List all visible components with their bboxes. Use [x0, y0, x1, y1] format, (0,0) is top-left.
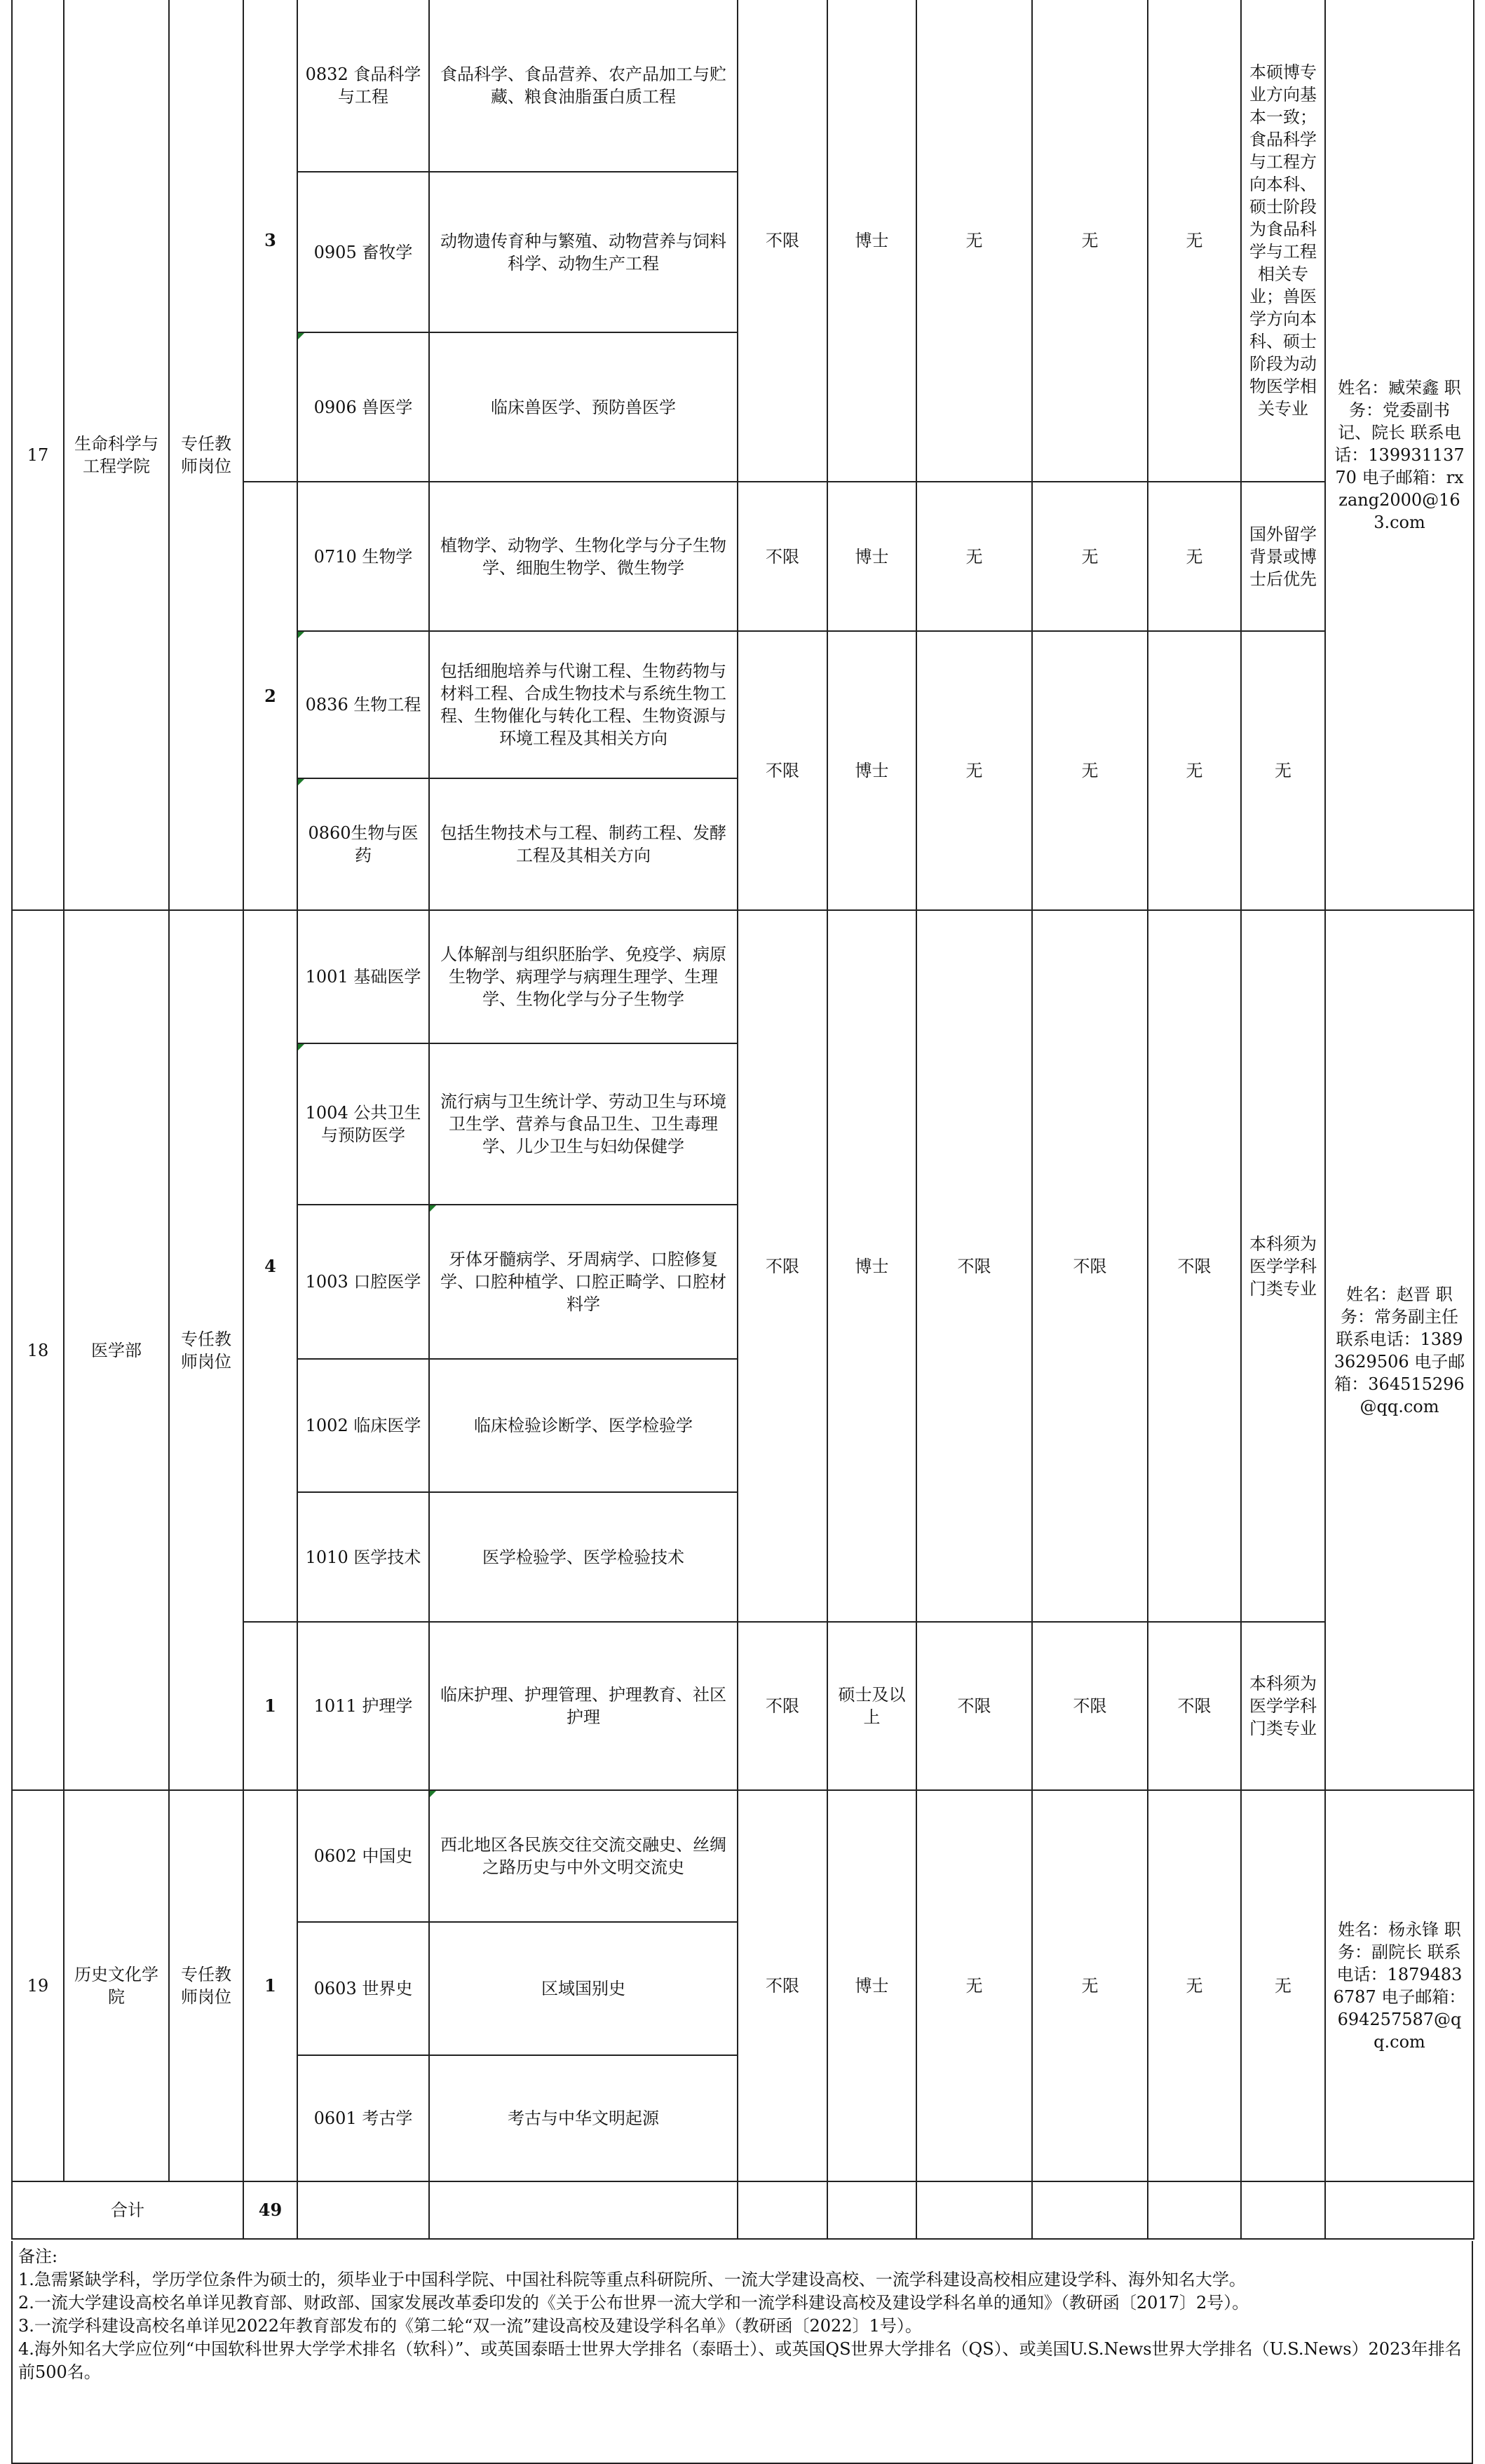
- empty-cell: [827, 2181, 916, 2239]
- major-code-cell: 0710 生物学: [297, 482, 429, 631]
- condition-cell: 无: [1032, 631, 1148, 910]
- count-cell: 1: [243, 1790, 297, 2181]
- major-direction-cell: 临床兽医学、预防兽医学: [429, 332, 738, 482]
- major-code-cell: 0905 畜牧学: [297, 172, 429, 332]
- degree-requirement-cell: 不限: [738, 482, 827, 631]
- remark-cell: 国外留学背景或博士后优先: [1241, 482, 1325, 631]
- seq-cell: 19: [12, 1790, 64, 2181]
- college-cell: 历史文化学院: [64, 1790, 169, 2181]
- total-row: [12, 2181, 1474, 2239]
- major-direction-cell: 包括细胞培养与代谢工程、生物药物与材料工程、合成生物技术与系统生物工程、生物催化与转化工程、生物资源与环境工程及其相关方向: [429, 631, 738, 778]
- major-direction-cell: 人体解剖与组织胚胎学、免疫学、病原生物学、病理学与病理生理学、生理学、生物化学与分子生物学: [429, 910, 738, 1043]
- post-cell: 专任教师岗位: [169, 910, 243, 1790]
- major-direction-cell: 临床检验诊断学、医学检验学: [429, 1359, 738, 1492]
- condition-cell: 无: [916, 631, 1032, 910]
- major-direction-cell: 临床护理、护理管理、护理教育、社区护理: [429, 1622, 738, 1790]
- note-item: 2.一流大学建设高校名单详见教育部、财政部、国家发展改革委印发的《关于公布世界一流大学和一流学科建设高校及建设学科名单的通知》（教研函〔2017〕2号）。: [18, 2293, 1249, 2313]
- recruitment-table: [11, 0, 1474, 2240]
- major-direction-cell: 食品科学、食品营养、农产品加工与贮藏、粮食油脂蛋白质工程: [429, 0, 738, 172]
- major-code-cell: 0603 世界史: [297, 1922, 429, 2055]
- major-direction-cell: 区域国别史: [429, 1922, 738, 2055]
- remark-cell: 无: [1241, 631, 1325, 910]
- major-code-cell: 0601 考古学: [297, 2055, 429, 2181]
- count-cell: 4: [243, 910, 297, 1622]
- contact-cell: 姓名：杨永锋 职务：副院长 联系电话：18794836787 电子邮箱：694257587@qq.com: [1325, 1790, 1474, 2181]
- condition-cell: 不限: [1148, 1622, 1241, 1790]
- education-cell: 博士: [827, 1790, 916, 2181]
- condition-cell: 无: [916, 482, 1032, 631]
- total-count: 49: [243, 2181, 297, 2239]
- seq-cell: 17: [12, 0, 64, 910]
- contact-cell: 姓名：臧荣鑫 职务：党委副书记、院长 联系电话：13993113770 电子邮箱：rxzang2000@163.com: [1325, 0, 1474, 910]
- degree-requirement-cell: 不限: [738, 631, 827, 910]
- empty-cell: [738, 2181, 827, 2239]
- education-cell: 硕士及以上: [827, 1622, 916, 1790]
- major-direction-cell: 医学检验学、医学检验技术: [429, 1492, 738, 1622]
- condition-cell: 不限: [1148, 910, 1241, 1622]
- empty-cell: [297, 2181, 429, 2239]
- note-item: 1.急需紧缺学科，学历学位条件为硕士的，须毕业于中国科学院、中国社科院等重点科研院所、一流大学建设高校、一流学科建设高校相应建设学科、海外知名大学。: [18, 2270, 1246, 2289]
- condition-cell: 不限: [1032, 1622, 1148, 1790]
- major-direction-cell: 牙体牙髓病学、牙周病学、口腔修复学、口腔种植学、口腔正畸学、口腔材料学: [429, 1205, 738, 1359]
- condition-cell: 无: [1148, 482, 1241, 631]
- condition-cell: 无: [1032, 482, 1148, 631]
- total-label: 合计: [12, 2181, 243, 2239]
- major-direction-cell: 考古与中华文明起源: [429, 2055, 738, 2181]
- condition-cell: 无: [1148, 631, 1241, 910]
- empty-cell: [1148, 2181, 1241, 2239]
- degree-requirement-cell: 不限: [738, 1622, 827, 1790]
- college-cell: 生命科学与工程学院: [64, 0, 169, 910]
- major-direction-cell: 流行病与卫生统计学、劳动卫生与环境卫生学、营养与食品卫生、卫生毒理学、儿少卫生与妇幼保健学: [429, 1043, 738, 1205]
- note-item: 4.海外知名大学应位列“中国软科世界大学学术排名（软科）”、或英国泰晤士世界大学排名（泰晤士）、或英国QS世界大学排名（QS）、或美国U.S.News世界大学排名（U.S.News）2023年排名前500名。: [18, 2339, 1462, 2382]
- count-cell: 1: [243, 1622, 297, 1790]
- degree-requirement-cell: 不限: [738, 0, 827, 482]
- post-cell: 专任教师岗位: [169, 0, 243, 910]
- empty-cell: [429, 2181, 738, 2239]
- major-code-cell: 1011 护理学: [297, 1622, 429, 1790]
- table-row: [12, 910, 1474, 1043]
- education-cell: 博士: [827, 0, 916, 482]
- contact-cell: 姓名：赵晋 职务：常务副主任 联系电话：13893629506 电子邮箱：364515296@qq.com: [1325, 910, 1474, 1790]
- condition-cell: 不限: [916, 910, 1032, 1622]
- count-cell: 3: [243, 0, 297, 482]
- degree-requirement-cell: 不限: [738, 1790, 827, 2181]
- remark-cell: 本科须为医学学科门类专业: [1241, 910, 1325, 1622]
- major-direction-cell: 包括生物技术与工程、制药工程、发酵工程及其相关方向: [429, 778, 738, 910]
- condition-cell: 无: [1032, 0, 1148, 482]
- recruitment-table-sheet: [11, 0, 1485, 2464]
- condition-cell: 无: [916, 0, 1032, 482]
- empty-cell: [916, 2181, 1032, 2239]
- post-cell: 专任教师岗位: [169, 1790, 243, 2181]
- major-code-cell: 1003 口腔医学: [297, 1205, 429, 1359]
- major-direction-cell: 动物遗传育种与繁殖、动物营养与饲料科学、动物生产工程: [429, 172, 738, 332]
- notes-title: 备注:: [18, 2247, 58, 2266]
- condition-cell: 无: [1148, 0, 1241, 482]
- empty-cell: [1032, 2181, 1148, 2239]
- note-item: 3.一流学科建设高校名单详见2022年教育部发布的《第二轮“双一流”建设高校及建设学科名单》（教研函〔2022〕1号）。: [18, 2316, 922, 2336]
- remark-cell: 本科须为医学学科门类专业: [1241, 1622, 1325, 1790]
- major-code-cell: 0832 食品科学与工程: [297, 0, 429, 172]
- major-direction-cell: 西北地区各民族交往交流交融史、丝绸之路历史与中外文明交流史: [429, 1790, 738, 1922]
- remark-cell: 本硕博专业方向基本一致；食品科学与工程方向本科、硕士阶段为食品科学与工程相关专业；兽医学方向本科、硕士阶段为动物医学相关专业: [1241, 0, 1325, 482]
- condition-cell: 无: [1032, 1790, 1148, 2181]
- table-row: [12, 0, 1474, 172]
- condition-cell: 不限: [1032, 910, 1148, 1622]
- major-code-cell: 0860生物与医药: [297, 778, 429, 910]
- major-code-cell: 0836 生物工程: [297, 631, 429, 778]
- education-cell: 博士: [827, 910, 916, 1622]
- major-code-cell: 1004 公共卫生与预防医学: [297, 1043, 429, 1205]
- major-code-cell: 1001 基础医学: [297, 910, 429, 1043]
- seq-cell: 18: [12, 910, 64, 1790]
- major-code-cell: 1002 临床医学: [297, 1359, 429, 1492]
- notes-section: [11, 2241, 1473, 2464]
- degree-requirement-cell: 不限: [738, 910, 827, 1622]
- empty-cell: [1325, 2181, 1474, 2239]
- count-cell: 2: [243, 482, 297, 910]
- table-row: [12, 1790, 1474, 1922]
- condition-cell: 无: [1148, 1790, 1241, 2181]
- college-cell: 医学部: [64, 910, 169, 1790]
- major-code-cell: 0602 中国史: [297, 1790, 429, 1922]
- major-direction-cell: 植物学、动物学、生物化学与分子生物学、细胞生物学、微生物学: [429, 482, 738, 631]
- remark-cell: 无: [1241, 1790, 1325, 2181]
- education-cell: 博士: [827, 631, 916, 910]
- condition-cell: 不限: [916, 1622, 1032, 1790]
- condition-cell: 无: [916, 1790, 1032, 2181]
- education-cell: 博士: [827, 482, 916, 631]
- major-code-cell: 0906 兽医学: [297, 332, 429, 482]
- empty-cell: [1241, 2181, 1325, 2239]
- major-code-cell: 1010 医学技术: [297, 1492, 429, 1622]
